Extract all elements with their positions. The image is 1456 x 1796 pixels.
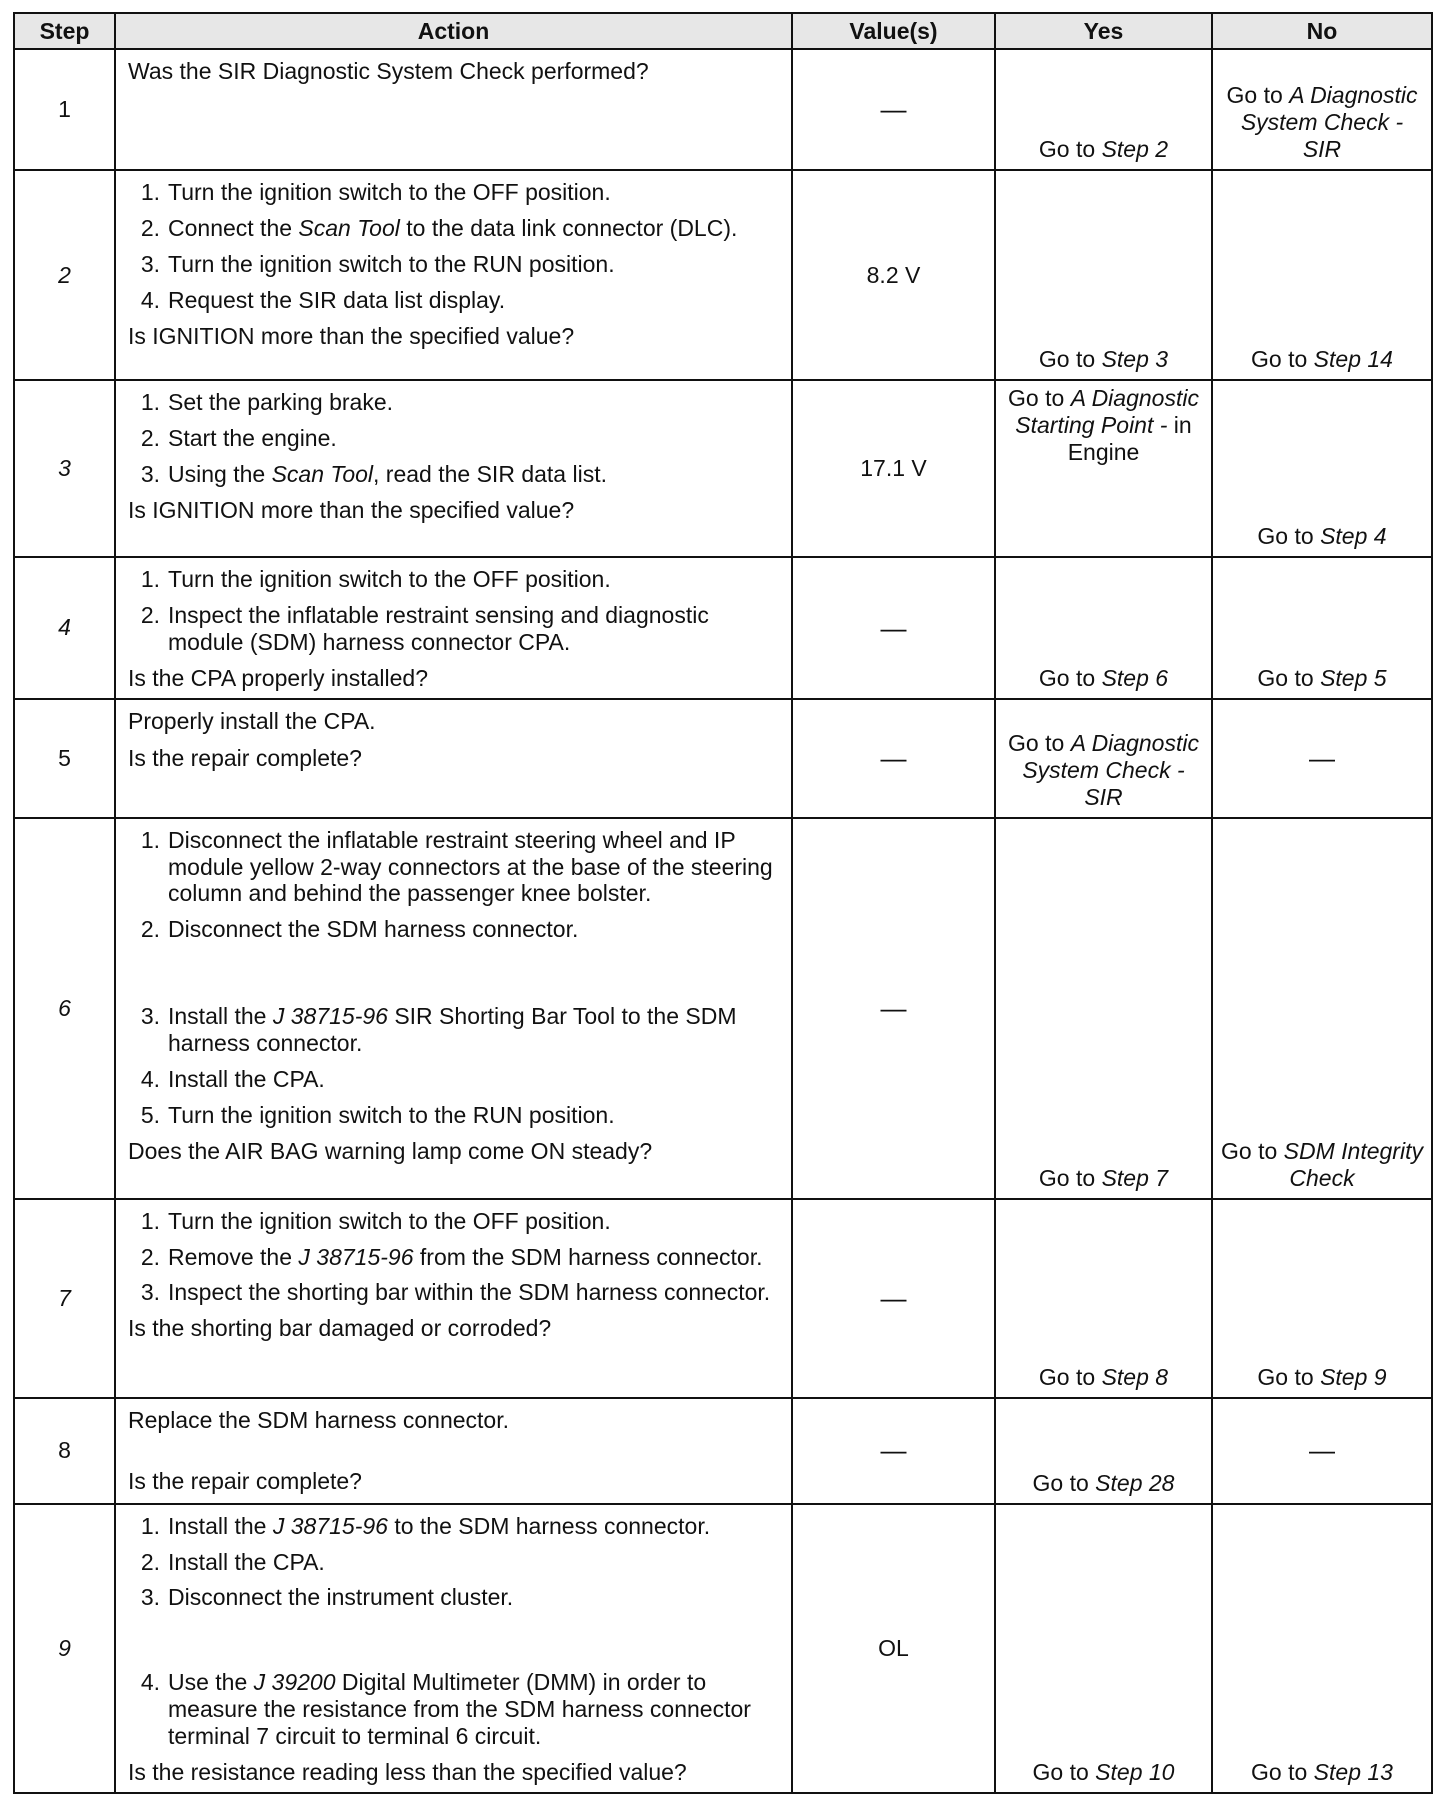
yes-prefix: Go to bbox=[1038, 136, 1102, 163]
yes-target: A Diagnostic Starting Point - bbox=[1015, 385, 1199, 438]
action-list bbox=[128, 566, 783, 656]
value-cell bbox=[792, 380, 995, 557]
header-step: Step bbox=[14, 13, 115, 49]
value-text: — bbox=[880, 94, 907, 125]
value-cell bbox=[792, 818, 995, 1199]
item-text: Disconnect the instrument cluster. bbox=[168, 1584, 514, 1611]
header-no: No bbox=[1212, 13, 1432, 49]
list-item bbox=[128, 425, 783, 452]
yes-target: Step 3 bbox=[1101, 346, 1169, 373]
step-number: 8 bbox=[14, 1398, 115, 1504]
item-number: 1. bbox=[140, 179, 160, 205]
item-text: Turn the ignition switch to the OFF position. bbox=[168, 566, 611, 592]
yes-cell bbox=[995, 1199, 1212, 1398]
table-row bbox=[14, 1199, 1432, 1398]
action-text: Was the SIR Diagnostic System Check performed? bbox=[128, 58, 649, 84]
value-text: — bbox=[880, 742, 907, 773]
list-item bbox=[128, 287, 783, 314]
item-number: 5. bbox=[140, 1101, 160, 1128]
step-number: 3 bbox=[14, 380, 115, 557]
item-text: Install the CPA. bbox=[168, 1066, 325, 1093]
no-target: Step 14 bbox=[1313, 346, 1393, 373]
action-list bbox=[128, 1208, 783, 1307]
list-item bbox=[128, 1279, 783, 1306]
step-number: 1 bbox=[14, 49, 115, 170]
question-text: Is IGNITION more than the specified value? bbox=[128, 322, 575, 349]
yes-prefix: Go to bbox=[1038, 346, 1102, 373]
action-cell bbox=[115, 49, 792, 170]
header-values: Value(s) bbox=[792, 13, 995, 49]
question-text: Is the resistance reading less than the specified value? bbox=[128, 1759, 687, 1786]
action-cell bbox=[115, 1504, 792, 1793]
no-dash: — bbox=[1309, 742, 1335, 773]
header-yes: Yes bbox=[995, 13, 1212, 49]
table-row bbox=[14, 1504, 1432, 1793]
no-prefix: Go to bbox=[1251, 1759, 1314, 1786]
list-item bbox=[128, 566, 783, 593]
table-row bbox=[14, 49, 1432, 170]
step-number: 4 bbox=[14, 557, 115, 699]
item-number: 3. bbox=[140, 1584, 160, 1611]
no-cell bbox=[1212, 1504, 1432, 1793]
no-prefix: Go to bbox=[1257, 1363, 1321, 1390]
item-text: Turn the ignition switch to the RUN position. bbox=[168, 1101, 615, 1128]
yes-prefix: Go to bbox=[1038, 1164, 1102, 1191]
yes-target: Step 8 bbox=[1101, 1363, 1169, 1390]
item-text: Turn the ignition switch to the OFF position. bbox=[168, 1207, 611, 1234]
no-cell bbox=[1212, 170, 1432, 380]
item-text: Connect the Scan Tool to the data link connector (DLC). bbox=[168, 214, 738, 241]
item-text: Start the engine. bbox=[168, 424, 337, 451]
item-text: Request the SIR data list display. bbox=[168, 286, 506, 313]
list-item bbox=[128, 215, 783, 242]
step-number: 5 bbox=[14, 699, 115, 818]
yes-target: Step 28 bbox=[1095, 1469, 1175, 1496]
yes-cell bbox=[995, 380, 1212, 557]
action-list bbox=[128, 827, 783, 1129]
action-cell bbox=[115, 557, 792, 699]
list-item bbox=[128, 1244, 783, 1271]
yes-prefix: Go to bbox=[1038, 664, 1102, 691]
value-cell bbox=[792, 699, 995, 818]
item-number: 1. bbox=[140, 1207, 160, 1234]
no-cell bbox=[1212, 380, 1432, 557]
yes-cell bbox=[995, 557, 1212, 699]
item-text: Install the CPA. bbox=[168, 1548, 325, 1575]
list-item bbox=[128, 389, 783, 416]
list-item bbox=[128, 1102, 783, 1129]
value-text: 8.2 V bbox=[866, 261, 921, 288]
item-number: 3. bbox=[140, 460, 160, 487]
item-text: Remove the J 38715-96 from the SDM harness connector. bbox=[168, 1243, 763, 1270]
yes-target: Step 7 bbox=[1101, 1164, 1169, 1191]
item-number: 1. bbox=[140, 389, 160, 415]
no-dash: — bbox=[1309, 1435, 1335, 1466]
item-text: Use the J 39200 Digital Multimeter (DMM) in order to measure the resistance from the SDM harness connector terminal 7 circuit to terminal 6 circuit. bbox=[168, 1669, 751, 1750]
list-item bbox=[128, 1584, 783, 1611]
list-item bbox=[128, 1003, 783, 1057]
no-target: Step 9 bbox=[1320, 1363, 1387, 1390]
item-text: Inspect the shorting bar within the SDM harness connector. bbox=[168, 1279, 771, 1306]
yes-cell bbox=[995, 699, 1212, 818]
value-cell bbox=[792, 170, 995, 380]
list-item bbox=[128, 1513, 783, 1540]
value-cell bbox=[792, 1398, 995, 1504]
list-item bbox=[128, 251, 783, 278]
item-number: 2. bbox=[140, 1548, 160, 1575]
no-cell bbox=[1212, 1398, 1432, 1504]
no-cell bbox=[1212, 699, 1432, 818]
value-text: 17.1 V bbox=[860, 455, 927, 482]
item-number: 2. bbox=[140, 214, 160, 241]
item-number: 2. bbox=[140, 1243, 160, 1270]
table-row bbox=[14, 380, 1432, 557]
yes-target: Step 6 bbox=[1101, 664, 1169, 691]
no-prefix: Go to bbox=[1226, 82, 1290, 109]
item-number: 3. bbox=[140, 250, 160, 277]
table-row bbox=[14, 170, 1432, 380]
question-text: Is the repair complete? bbox=[128, 1467, 362, 1494]
value-text: — bbox=[880, 1435, 907, 1466]
yes-prefix: Go to bbox=[1008, 385, 1071, 411]
value-cell bbox=[792, 1199, 995, 1398]
item-number: 1. bbox=[140, 1512, 160, 1539]
step-number: 2 bbox=[14, 170, 115, 380]
item-number: 4. bbox=[140, 286, 160, 313]
no-prefix: Go to bbox=[1257, 523, 1321, 550]
yes-prefix: Go to bbox=[1038, 1363, 1102, 1390]
list-item bbox=[128, 1066, 783, 1093]
list-item bbox=[128, 179, 783, 206]
action-cell bbox=[115, 818, 792, 1199]
item-text: Install the J 38715-96 to the SDM harness connector. bbox=[168, 1512, 711, 1539]
question-text: Is the repair complete? bbox=[128, 744, 362, 771]
value-cell bbox=[792, 557, 995, 699]
table-row bbox=[14, 818, 1432, 1199]
yes-cell bbox=[995, 1504, 1212, 1793]
question-text: Does the AIR BAG warning lamp come ON steady? bbox=[128, 1137, 653, 1164]
item-text: Set the parking brake. bbox=[168, 389, 394, 415]
step-number: 9 bbox=[14, 1504, 115, 1793]
action-cell bbox=[115, 1398, 792, 1504]
item-number: 1. bbox=[140, 826, 160, 853]
value-text: — bbox=[880, 1282, 907, 1313]
item-number: 3. bbox=[140, 1003, 160, 1030]
item-number: 2. bbox=[140, 916, 160, 943]
value-cell bbox=[792, 49, 995, 170]
no-prefix: Go to bbox=[1251, 346, 1314, 373]
item-number: 2. bbox=[140, 424, 160, 451]
table-row bbox=[14, 557, 1432, 699]
no-cell bbox=[1212, 1199, 1432, 1398]
table-row bbox=[14, 699, 1432, 818]
value-cell bbox=[792, 1504, 995, 1793]
list-item bbox=[128, 827, 783, 908]
list-item bbox=[128, 916, 783, 943]
action-list bbox=[128, 179, 783, 314]
yes-cell bbox=[995, 49, 1212, 170]
table-row bbox=[14, 1398, 1432, 1504]
yes-suffix: in Engine bbox=[1067, 411, 1192, 465]
item-text: Install the J 38715-96 SIR Shorting Bar Tool to the SDM harness connector. bbox=[168, 1003, 737, 1057]
item-text: Inspect the inflatable restraint sensing and diagnostic module (SDM) harness connector CPA. bbox=[168, 601, 709, 655]
yes-target: Step 10 bbox=[1095, 1759, 1175, 1786]
item-number: 2. bbox=[140, 601, 160, 628]
yes-target: Step 2 bbox=[1101, 136, 1169, 163]
value-text: OL bbox=[878, 1634, 909, 1661]
question-text: Is IGNITION more than the specified value? bbox=[128, 496, 575, 523]
no-prefix: Go to bbox=[1221, 1137, 1284, 1164]
list-item bbox=[128, 1208, 783, 1235]
question-text: Is the shorting bar damaged or corroded? bbox=[128, 1315, 552, 1342]
list-item bbox=[128, 1669, 783, 1750]
no-target: Step 4 bbox=[1320, 523, 1387, 550]
no-cell bbox=[1212, 557, 1432, 699]
item-number: 1. bbox=[140, 566, 160, 592]
yes-cell bbox=[995, 818, 1212, 1199]
action-list bbox=[128, 1513, 783, 1750]
no-cell bbox=[1212, 818, 1432, 1199]
yes-prefix: Go to bbox=[1032, 1759, 1096, 1786]
no-target: Step 13 bbox=[1313, 1759, 1393, 1786]
action-list bbox=[128, 389, 783, 488]
list-item bbox=[128, 461, 783, 488]
item-number: 4. bbox=[140, 1669, 160, 1696]
step-number: 7 bbox=[14, 1199, 115, 1398]
action-cell bbox=[115, 699, 792, 818]
no-target: A Diagnostic System Check - SIR bbox=[1240, 82, 1418, 163]
item-text: Turn the ignition switch to the RUN position. bbox=[168, 250, 615, 277]
no-cell bbox=[1212, 49, 1432, 170]
item-text: Disconnect the SDM harness connector. bbox=[168, 916, 579, 943]
action-text: Replace the SDM harness connector. bbox=[128, 1406, 509, 1433]
item-number: 4. bbox=[140, 1066, 160, 1093]
list-item bbox=[128, 1549, 783, 1576]
header-action: Action bbox=[115, 13, 792, 49]
action-text: Properly install the CPA. bbox=[128, 707, 376, 734]
item-text: Turn the ignition switch to the OFF position. bbox=[168, 179, 611, 205]
action-cell bbox=[115, 1199, 792, 1398]
action-cell bbox=[115, 170, 792, 380]
question-text: Is the CPA properly installed? bbox=[128, 664, 429, 691]
yes-cell bbox=[995, 1398, 1212, 1504]
value-text: — bbox=[880, 992, 907, 1023]
yes-prefix: Go to bbox=[1032, 1469, 1096, 1496]
item-text: Disconnect the inflatable restraint steering wheel and IP module yellow 2-way connectors at the base of the steering column and behind the passenger knee bolster. bbox=[168, 826, 773, 907]
yes-prefix: Go to bbox=[1008, 729, 1071, 756]
item-number: 3. bbox=[140, 1279, 160, 1306]
value-text: — bbox=[880, 612, 907, 643]
header-row bbox=[14, 13, 1432, 49]
action-cell bbox=[115, 380, 792, 557]
yes-target: A Diagnostic System Check - SIR bbox=[1022, 729, 1199, 810]
item-text: Using the Scan Tool, read the SIR data list. bbox=[168, 460, 607, 487]
no-prefix: Go to bbox=[1257, 664, 1321, 691]
no-target: SDM Integrity Check bbox=[1283, 1137, 1423, 1191]
step-number: 6 bbox=[14, 818, 115, 1199]
list-item bbox=[128, 602, 783, 656]
no-target: Step 5 bbox=[1320, 664, 1387, 691]
diagnostic-table bbox=[13, 12, 1433, 1794]
yes-cell bbox=[995, 170, 1212, 380]
